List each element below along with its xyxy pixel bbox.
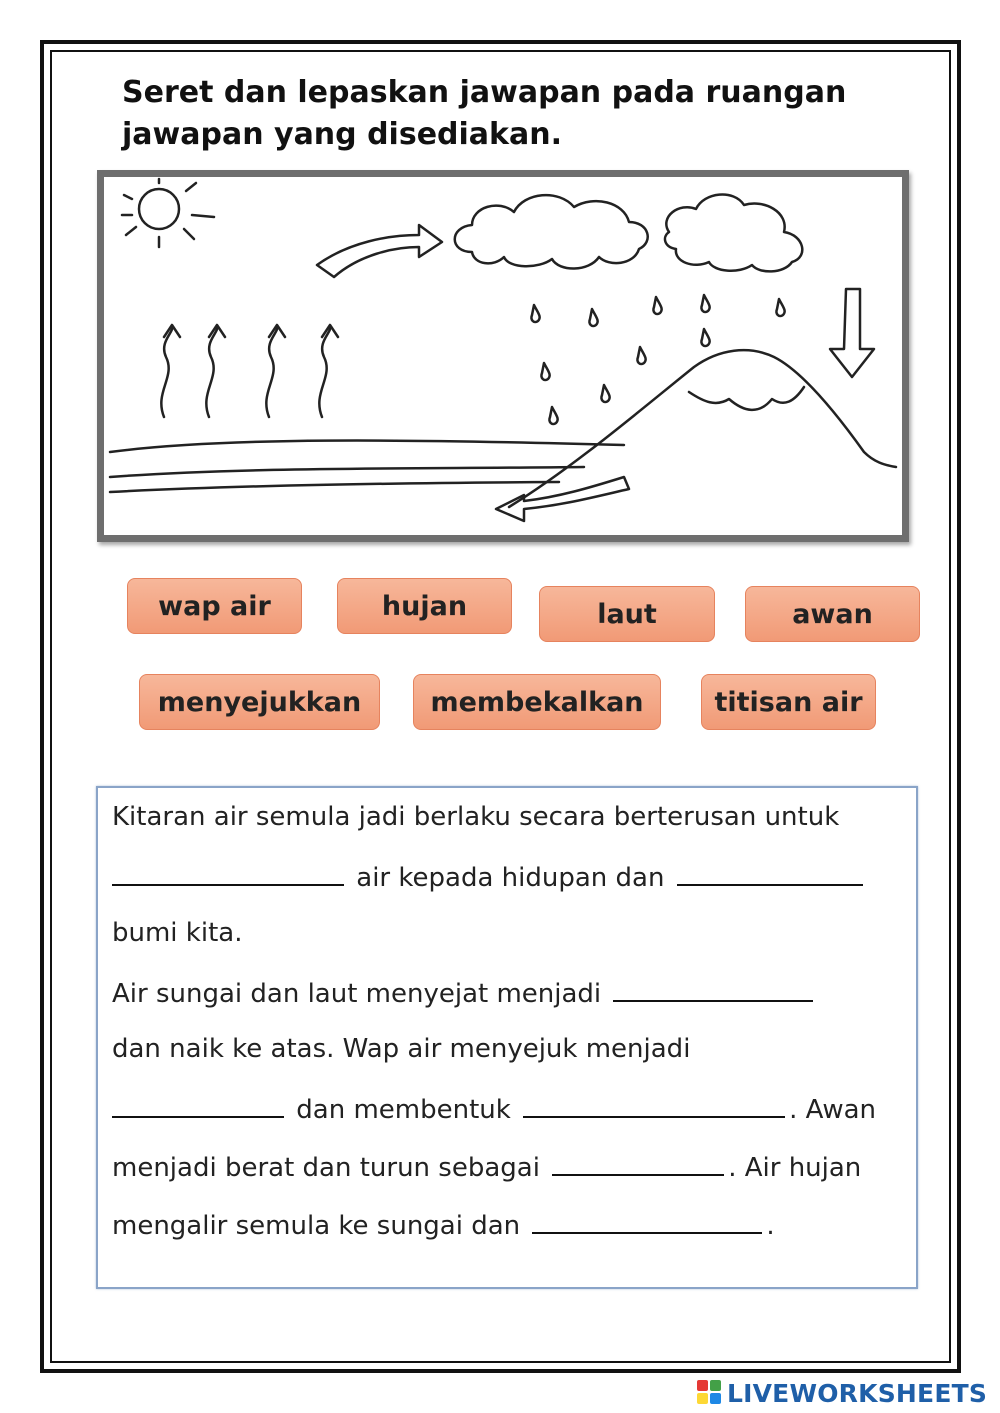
passage-text: mengalir semula ke sungai dan [112, 1211, 521, 1241]
passage-text: air kepada hidupan dan [356, 863, 665, 893]
drop-blank-6[interactable] [552, 1148, 724, 1176]
passage-line-5 [112, 1032, 690, 1066]
drop-blank-4[interactable] [112, 1090, 284, 1118]
answer-chip-wap-air[interactable]: wap air [127, 578, 302, 634]
passage-text: . [766, 1211, 775, 1241]
answer-chip-titisan-air[interactable]: titisan air [701, 674, 876, 730]
passage-text: bumi kita. [112, 918, 243, 948]
passage-line-7 [112, 1148, 861, 1185]
raindrops-icon [531, 295, 784, 424]
evaporation-arrow-icon [317, 225, 442, 277]
passage-line-4 [112, 974, 817, 1011]
drop-blank-7[interactable] [532, 1206, 762, 1234]
instruction-line-1: Seret dan lepaskan jawapan pada ruangan [122, 75, 847, 110]
runoff-arrow-icon [496, 477, 629, 521]
passage-text: . Awan [789, 1095, 877, 1125]
liveworksheets-logo-icon [697, 1380, 723, 1406]
passage-text: dan naik ke atas. Wap air menyejuk menjadi [112, 1034, 691, 1064]
precipitation-arrow-icon [830, 289, 874, 377]
cloud-icon [455, 195, 648, 268]
passage-line-2 [112, 858, 867, 895]
answer-chip-hujan[interactable]: hujan [337, 578, 512, 634]
passage-text: dan membentuk [296, 1095, 511, 1125]
sea-icon [110, 441, 624, 492]
snow-cap-icon [689, 387, 804, 410]
instruction-text [122, 72, 882, 156]
answer-chip-awan[interactable]: awan [745, 586, 920, 642]
brand-name: LIVEWORKSHEETS [727, 1378, 988, 1408]
drop-blank-2[interactable] [677, 858, 863, 886]
water-cycle-illustration [104, 177, 902, 535]
answer-chip-laut[interactable]: laut [539, 586, 715, 642]
passage-line-6 [112, 1090, 876, 1127]
passage-line-3 [112, 916, 242, 950]
passage-text: . Air hujan [728, 1153, 862, 1183]
drop-blank-5[interactable] [523, 1090, 785, 1118]
instruction-line-2: jawapan yang disediakan. [122, 117, 562, 152]
passage-text: Kitaran air semula jadi berlaku secara berterusan untuk [112, 802, 840, 832]
passage-text: menjadi berat dan turun sebagai [112, 1153, 540, 1183]
passage-line-1 [112, 800, 839, 834]
liveworksheets-brand [697, 1378, 987, 1408]
vapour-arrows-icon [161, 325, 338, 417]
answer-chip-membekalkan[interactable]: membekalkan [413, 674, 661, 730]
passage-line-8 [112, 1206, 775, 1243]
drop-blank-3[interactable] [613, 974, 813, 1002]
drop-blank-1[interactable] [112, 858, 344, 886]
answer-chip-menyejukkan[interactable]: menyejukkan [139, 674, 380, 730]
water-cycle-diagram [97, 170, 909, 542]
mountain-icon [509, 350, 896, 507]
passage-text: Air sungai dan laut menyejat menjadi [112, 979, 602, 1009]
sun-icon [122, 179, 214, 247]
cloud-icon [665, 194, 802, 271]
